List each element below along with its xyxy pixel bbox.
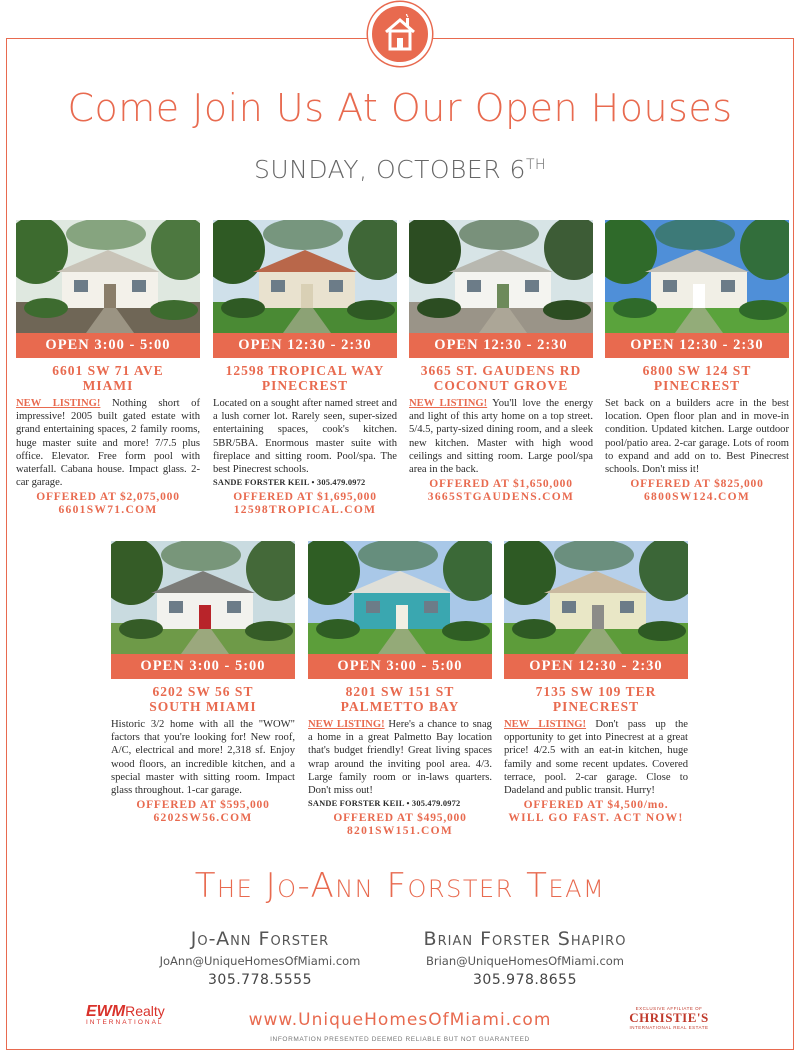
website-link[interactable]: www.UniqueHomesOfMiami.com [248,1010,552,1030]
description-text: Nothing short of impressive! 2005 built gated estate with grand entertaining spaces, 2 family rooms, huge master suite and more! 7/7.5 plus office. Elevator. Free form pool with waterfall. Cabana house. Impact glass. 2-car garage. [16,398,200,489]
listing-photo[interactable] [111,541,295,654]
listing-description [16,397,200,489]
street-address: 3665 ST. GAUDENS RD [420,363,582,378]
house-icon [382,14,418,54]
listing-address [16,363,200,393]
listing-price: OFFERED AT $1,650,000 [429,478,573,491]
description-text: Located on a sought after named street and a lush corner lot. Rarely seen, super-sized entertaining spaces, cook's kitchen. 5BR/5BA. Enormous master suite with fireplace and sitting room. Pool/spa. The best Pinecrest schools. [213,398,397,476]
listing-price: OFFERED AT $4,500/mo. [523,799,669,812]
listing-address [605,363,789,393]
listing-website[interactable]: 6800SW124.COM [643,491,751,504]
house-logo [368,2,432,66]
neighborhood: PINECREST [552,699,640,714]
team-title: The Jo-Ann Forster Team [194,866,606,906]
description-text: Here's a chance to snag a home in a great Palmetto Bay location that's budget friendly! Great living spaces wrap around the inviting pool area. 4/3. Large family room or in-laws quarters. Don't miss out! [308,719,492,797]
new-listing-tag: NEW LISTING! [308,719,385,730]
listing-website[interactable]: 3665STGAUDENS.COM [427,491,575,504]
new-listing-tag: NEW LISTING! [409,398,488,409]
open-time-banner: OPEN 3:00 - 5:00 [111,653,295,679]
neighborhood: PINECREST [261,378,349,393]
open-time-banner: OPEN 12:30 - 2:30 [605,332,789,358]
listing-address [504,684,688,714]
neighborhood: PINECREST [653,378,741,393]
listing-website[interactable]: 12598TROPICAL.COM [233,504,377,517]
member-phone[interactable]: 305.978.8655 [473,972,577,988]
headline: Come Join Us At Our Open Houses [67,86,733,130]
neighborhood: COCONUT GROVE [433,378,569,393]
team-member-brian [385,928,665,988]
team-member-joann [140,928,380,988]
event-date [0,155,800,184]
street-address: 6202 SW 56 ST [152,684,254,699]
listing-photo[interactable] [213,220,397,333]
ewm-realty: Realty [125,1003,165,1019]
new-listing-tag: NEW LISTING! [16,398,101,409]
listing-website[interactable]: WILL GO FAST. ACT NOW! [508,812,684,825]
open-time-banner: OPEN 12:30 - 2:30 [213,332,397,358]
ewm-international: INTERNATIONAL [86,1019,164,1026]
member-email[interactable]: Brian@UniqueHomesOfMiami.com [425,954,625,968]
description-text: You'll love the energy and light of this arty home on a top street. 5/4.5, party-sized dining room, and a sleek new kitchen. Master with high wood ceilings and sitting room. Large pool/spa area in the back. [409,398,593,476]
open-time-banner: OPEN 3:00 - 5:00 [16,332,200,358]
ewm-mark: EWM [86,1003,126,1020]
member-name: Jo-Ann Forster [190,928,330,950]
open-time-banner: OPEN 12:30 - 2:30 [504,653,688,679]
description-text: Set back on a builders acre in the best location. Open floor plan and in move-in condition. Updated kitchen. Large outdoor pool/patio area. 2-car garage. Lots of room to expand and add on to. Best Pinecrest schools. Don't miss it! [605,398,789,476]
christies-tagline: INTERNATIONAL REAL ESTATE [629,1025,709,1030]
description-text: Don't pass up the opportunity to get into Pinecrest at a great price! 4/2.5 with an eat-in kitchen, huge family and some recent updates. Covered terrace, pool. 2-car garage. Close to Dadeland and public transit. Hurry! [504,719,688,797]
listing-address [111,684,295,714]
house-photo [213,220,397,333]
listing-description [409,397,593,476]
disclaimer: INFORMATION PRESENTED DEEMED RELIABLE BUT NOT GUARANTEED [270,1036,530,1043]
christies-logo [614,1006,724,1030]
listing-address [409,363,593,393]
house-photo [16,220,200,333]
house-photo [308,541,492,654]
listing-address [213,363,397,393]
member-phone[interactable]: 305.778.5555 [208,972,312,988]
street-address: 12598 TROPICAL WAY [225,363,385,378]
listing-card [605,220,789,503]
listing-card [111,541,295,824]
listing-photo[interactable] [308,541,492,654]
listing-photo[interactable] [16,220,200,333]
street-address: 7135 SW 109 TER [535,684,657,699]
listing-card [308,541,492,837]
new-listing-tag: NEW LISTING! [504,719,587,730]
house-photo [409,220,593,333]
listing-description [111,718,295,797]
listing-price: OFFERED AT $1,695,000 [233,491,377,504]
agent-contact: SANDE FORSTER KEIL • 305.479.0972 [213,478,366,488]
house-photo [605,220,789,333]
listing-photo[interactable] [504,541,688,654]
open-time-banner: OPEN 3:00 - 5:00 [308,653,492,679]
listing-photo[interactable] [409,220,593,333]
description-text: Historic 3/2 home with all the "WOW" factors that you're looking for! New roof, A/C, electrical and more! 2,318 sf. Enjoy wood floors, an incredible kitchen, and a special master with sitting room. Impact glass throughout. 1-car garage. [111,719,295,797]
neighborhood: PALMETTO BAY [340,699,460,714]
listing-description [504,718,688,797]
street-address: 6601 SW 71 AVE [52,363,164,378]
listing-website[interactable]: 6202SW56.COM [153,812,253,825]
listing-address [308,684,492,714]
agent-contact: SANDE FORSTER KEIL • 305.479.0972 [308,799,461,809]
open-time-banner: OPEN 12:30 - 2:30 [409,332,593,358]
listing-description [308,718,492,810]
house-photo [504,541,688,654]
neighborhood: MIAMI [82,378,134,393]
listing-price: OFFERED AT $825,000 [630,478,764,491]
street-address: 8201 SW 151 ST [345,684,455,699]
listing-price: OFFERED AT $495,000 [333,812,467,825]
member-name: Brian Forster Shapiro [423,928,627,950]
street-address: 6800 SW 124 ST [642,363,752,378]
listing-card [213,220,397,516]
listing-website[interactable]: 6601SW71.COM [58,504,158,517]
listing-card [16,220,200,516]
neighborhood: SOUTH MIAMI [149,699,257,714]
listing-price: OFFERED AT $595,000 [136,799,270,812]
listing-description [605,397,789,476]
listing-photo[interactable] [605,220,789,333]
listing-card [504,541,688,824]
listing-description [213,397,397,489]
listing-card [409,220,593,503]
date-text: SUNDAY, OCTOBER 6 [253,155,526,184]
listing-website[interactable]: 8201SW151.COM [346,825,454,838]
listing-price: OFFERED AT $2,075,000 [36,491,180,504]
date-suffix: TH [525,157,547,173]
christies-name: CHRISTIE'S [629,1010,709,1025]
member-email[interactable]: JoAnn@UniqueHomesOfMiami.com [159,954,361,968]
house-photo [111,541,295,654]
christies-affiliate: EXCLUSIVE AFFILIATE OF [635,1006,703,1011]
